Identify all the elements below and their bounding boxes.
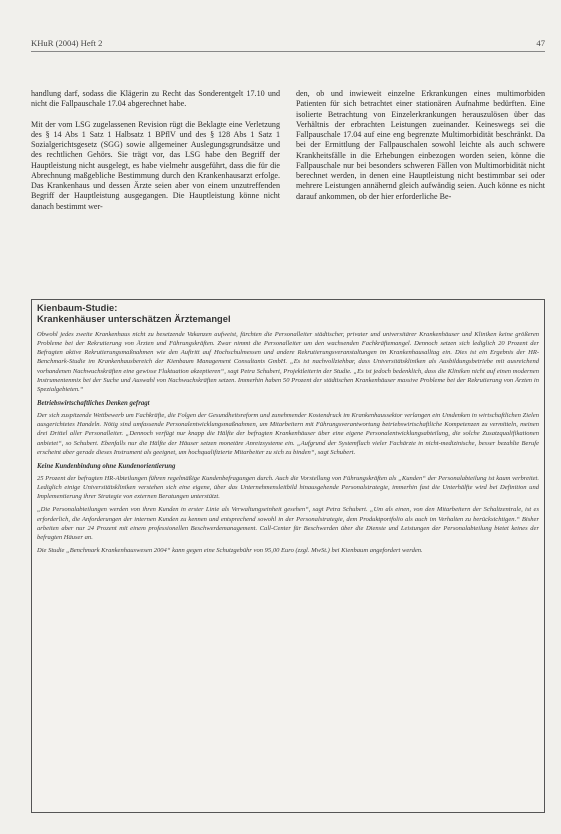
- section-text: „Die Personalabteilungen werden von ihren Kunden in erster Linie als Verwaltungseinheit gesehen“, sagt Petra Schubert. „Um als einen, von den Mitarbeitern der Schaltzentrale, ist es erforderlich, die Anforderungen der internen Kunden zu kennen und entsprechend sowohl in der Personalstrategie, dem Produktportfolio als auch im Verhalten zu berücksichtigen.“ Bisher arbeiten aber nur 24 Prozent mit einem professionellen Beschwerdemanagement. Call-Center für Beschwerden über die Dienste und Leistungen der Personalabteilung bietet keines der befragten Häuser an.: [37, 506, 539, 541]
- news-box: [31, 299, 545, 813]
- journal-issue: KHuR (2004) Heft 2: [31, 38, 103, 48]
- section-text: Der sich zuspitzende Wettbewerb um Fachkräfte, die Folgen der Gesundheitsreform und zunehmender Kostendruck im Krankenhaussektor verlangen ein Umdenken in wirtschaftlichen Zielen ausgerichtetes Handeln. Nötig sind umfassende Personalentwicklungsmaßnahmen, um Mitarbeitern mit Führungsverantwortung betriebswirtschaftliche Kompetenzen zu vermitteln, meinen drei Drittel aller Personalleiter. „Dennoch verfügt nur knapp die Hälfte der befragten Krankenhäuser über eine eigene Personalentwicklungsabteilung, die solche Zusatzqualifikationen anbietet“, so Schubert. Ebenfalls nur die Hälfte der Häuser setzen monetäre Anreizsysteme ein. „Aufgrund der Systemfluch vieler Fachärzte in nicht-medizinische, besser bezahlte Berufe erscheint aber gerade dieses Instrument als geeignet, um hochqualifizierte Mitarbeiter zu sich zu binden“, sagt Schubert.: [37, 412, 539, 456]
- box-title-line2: Krankenhäuser unterschätzen Ärztemangel: [37, 314, 231, 324]
- section-heading: Betriebswirtschaftliches Denken gefragt: [37, 400, 150, 408]
- box-title: [37, 303, 540, 325]
- ordering-note: Die Studie „Benchmark Krankenhauswesen 2004“ kann gegen eine Schutzgebühr von 95,00 Euro (zzgl. MwSt.) bei Kienbaum angefordert werden.: [37, 546, 423, 554]
- paragraph: Mit der vom LSG zugelassenen Revision rügt die Beklagte eine Verletzung des § 14 Abs 1 Satz 1 Halbsatz 1 BPflV und des § 128 Abs 1 Satz 1 Sozialgerichtsgesetz (SGG) sowie allgemeiner Auslegungsgrundsätze und des rechtlichen Gehörs. Sie trägt vor, das LSG habe den Begriff der Hauptleistung nicht ausgelegt, es habe vielmehr ausgeführt, dass die für die Abrechnung maßgebliche Bestimmung durch den Krankenhausarzt erfolge. Das Krankenhaus und dessen Ärzte seien aber von einem unzutreffenden Begriff der Hauptleistung ausgegangen. Die Hauptleistung könne nicht danach bestimmt wer-: [31, 119, 280, 211]
- article-columns: [31, 89, 545, 295]
- paragraph: handlung darf, sodass die Klägerin zu Recht das Sonderentgelt 17.10 und nicht die Fallpauschale 17.04 abgerechnet habe.: [31, 89, 280, 109]
- right-column: [296, 89, 545, 295]
- section-text: 25 Prozent der befragten HR-Abteilungen führen regelmäßige Kundenbefragungen durch. Auch die Vorstellung von Führungskräften als „Kunden“ der Personalabteilung ist kaum verbreitet. Lediglich einige Universitätskliniken verstehen sich eine eigene, über das Unternehmensleitbild hinausgehende Personalstrategie, immerhin fast die Unterhälfte wird bei Definition und Implementierung ihrer Strategie von externen Beratungen unterstützt.: [37, 474, 539, 501]
- left-column: [31, 89, 280, 295]
- box-intro: Obwohl jedes zweite Krankenhaus nicht zu besetzende Vakanzen aufweist, fürchten die Personalleiter städtischer, privater und universitärer Krankenhäuser und Kliniken keine größeren Probleme bei der Rekrutierung von Ärzten und Führungskräften. Zwar nimmt die Personalleiter um den wachsenden Fachkräftemangel. Dennoch setzen sich lediglich 20 Prozent der Befragten aktive Rekrutierungsmaßnahmen wie den Auftritt auf Hochschulmessen und andere Rekrutierungsveranstaltungen im Krankenhausalltag ein. Dies ist ein Ergebnis der HR-Benchmark-Studie im Krankenhausbereich der Kienbaum Management Consultants GmbH. „Es ist nachvollziehbar, dass Universitätskliniken als Ausbildungsbetriebe mit ausreichend vorhandenen Nachwuchskräften eine gewisse Fluktuation akzeptieren“, sagt Petra Schubert, Projektleiterin der Studie. „Es ist jedoch bedenklich, dass die Kliniken nicht auf einen modernen Instrumentenmix bei der Suche und Auswahl von Nachwuchskräften setzen. Immerhin haben 50 Prozent der städtischen Krankenhäuser massive Probleme bei der Rekrutierung von Ärzten in Spezialgebieten.“: [37, 331, 539, 393]
- section-heading: Keine Kundenbindung ohne Kundenorientierung: [37, 462, 176, 470]
- header-rule: [31, 51, 545, 52]
- paragraph: den, ob und inwieweit einzelne Erkrankungen eines multimorbiden Patienten für sich betrachtet einer stationären Aufnahme bedürften. Eine isolierte Betrachtung von Einzelerkrankungen herauszulösen über das Verhältnis der erbrachten Leistungen zueinander. Keineswegs sei die Fallpauschale 17.04 auf eine eng begrenzte Multimorbidität beschränkt. Da bei der Ermittlung der Fallpauschalen sowohl leichte als auch schwere Krankheitsfälle in die Erhebungen einbezogen worden seien, könne die Fallpauschale nur bei besonders schweren Fällen von Multimorbidität nicht berechnet werden, in denen eine Hauptleistung nicht bestimmbar sei oder mehrere Leistungen annähernd gleich aufwändig seien. Auch könne es nicht darauf ankommen, ob der hier erforderliche Be-: [296, 89, 545, 201]
- box-body: [32, 330, 544, 555]
- running-head: [31, 38, 545, 48]
- box-title-line1: Kienbaum-Studie:: [37, 303, 118, 313]
- page-number: 47: [536, 38, 545, 48]
